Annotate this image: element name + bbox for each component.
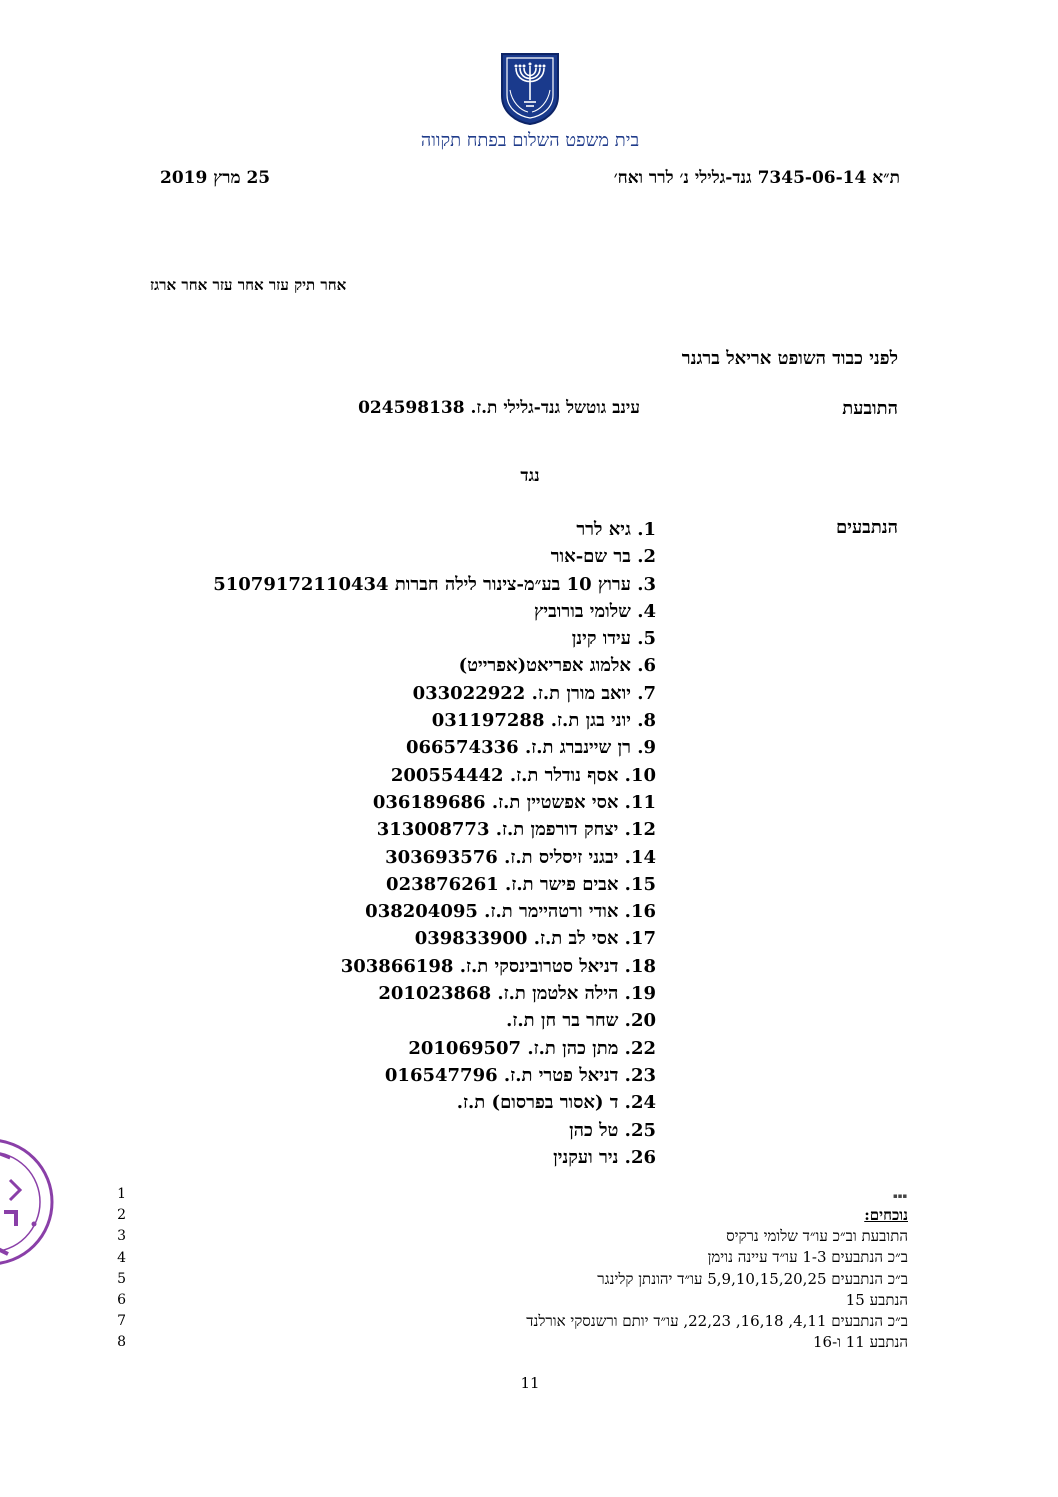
list-item: 9. רן שיינברג ת.ז. 066574336 bbox=[405, 737, 656, 759]
list-item: 26. ניר ועקנין bbox=[553, 1146, 656, 1168]
list-item: 17. אסי לב ת.ז. 039833900 bbox=[414, 928, 656, 950]
present-line: ב״כ הנתבעים 1-3 עו״ד עיינה נוימן bbox=[707, 1248, 908, 1267]
versus-label: נגד bbox=[520, 466, 540, 486]
list-item: 10. אסף נודלר ת.ז. 200554442 bbox=[390, 764, 656, 786]
defendants-list bbox=[16, 516, 656, 1171]
hearing-date: 25 מרץ 2019 bbox=[160, 168, 271, 188]
list-item: 19. הילה אלטמן ת.ז. 201023868 bbox=[378, 983, 656, 1005]
list-item: 4. שלומי בורוביץ bbox=[534, 600, 656, 622]
court-name: בית משפט השלום בפתח תקווה bbox=[420, 130, 640, 151]
present-line: ב״כ הנתבעים 5,9,10,15,20,25 עו״ד יהונתן קלינגר bbox=[597, 1269, 908, 1288]
line-numbers bbox=[106, 1184, 126, 1354]
present-parties bbox=[308, 1205, 908, 1353]
present-line: ב״כ הנתבעים 4,11, 16,18, 22,23, עו״ד יותם ורשנסקי אורלנד bbox=[526, 1311, 908, 1330]
plaintiff-name: עינב גוטשל גנד-גלילי ת.ז. 024598138 bbox=[358, 398, 640, 418]
list-item: 3. ערוץ 10 בע״מ-צינור לילה חברות 51079172110434 bbox=[213, 573, 656, 595]
line-number: 2 bbox=[117, 1207, 126, 1224]
list-item: 8. יוני בגן ת.ז. 031197288 bbox=[431, 710, 656, 732]
list-item: 12. יצחק דורפמן ת.ז. 313008773 bbox=[376, 819, 656, 841]
list-item: 1. גיא לרר bbox=[576, 519, 656, 540]
present-line: הנתבע 15 bbox=[845, 1290, 908, 1309]
line-number: 3 bbox=[117, 1228, 126, 1245]
line-number: 6 bbox=[117, 1291, 126, 1308]
list-item: 24. ד (אסור בפרסום) ת.ז. bbox=[456, 1092, 656, 1114]
list-item: 16. אודי ורטהיימר ת.ז. 038204095 bbox=[365, 901, 656, 923]
list-item: 15. אבים פישר ת.ז. 023876261 bbox=[386, 873, 656, 895]
list-item: 2. בר שם-אור bbox=[550, 546, 656, 568]
line-number: 7 bbox=[117, 1313, 126, 1330]
line-number: 4 bbox=[117, 1249, 126, 1266]
page-number: 11 bbox=[520, 1374, 540, 1392]
court-stamp-icon bbox=[0, 1130, 65, 1275]
list-item: 22. מתן כהן ת.ז. 201069507 bbox=[408, 1037, 656, 1059]
defendants-label: הנתבעים bbox=[836, 517, 898, 538]
list-item: 18. דניאל סטרובינסקי ת.ז. 303866198 bbox=[340, 955, 656, 977]
list-item: 5. עידו קינן bbox=[571, 628, 656, 650]
list-item: 7. יואב מורן ת.ז. 033022922 bbox=[412, 682, 656, 704]
case-number-line: ת״א 7345-06-14 גנד-גלילי נ׳ לרר ואח׳ bbox=[613, 168, 900, 188]
list-item: 20. שחר בר חן ת.ז. bbox=[506, 1010, 656, 1032]
line-number: 8 bbox=[117, 1334, 126, 1351]
present-line: התובעת וב״כ עו״ד שלומי נרקיס bbox=[726, 1227, 908, 1246]
judge-line: לפני כבוד השופט אריאל ברגנר bbox=[681, 348, 898, 369]
list-item: 25. טל כהן bbox=[569, 1119, 656, 1141]
list-item: 11. אסי אפשטיין ת.ז. 036189686 bbox=[372, 791, 656, 813]
plaintiff-label: התובעת bbox=[842, 398, 898, 419]
state-emblem-icon bbox=[498, 50, 562, 126]
list-item: 23. דניאל פטרי ת.ז. 016547796 bbox=[384, 1064, 656, 1086]
case-subtitle: אחר תיק עזר אחר עזר אחר ארגז bbox=[150, 276, 347, 294]
line-number: 5 bbox=[117, 1270, 126, 1287]
present-title: נוכחים: bbox=[864, 1206, 908, 1224]
list-item: 14. יבגני זיסליס ת.ז. 303693576 bbox=[385, 846, 656, 868]
scan-mark: ▪▪▪ bbox=[893, 1192, 908, 1200]
present-line: הנתבע 11 ו-16 bbox=[812, 1333, 908, 1352]
line-number: 1 bbox=[117, 1186, 126, 1202]
list-item: 6. אלמוג אפריאט(אפרייט) bbox=[458, 655, 656, 677]
